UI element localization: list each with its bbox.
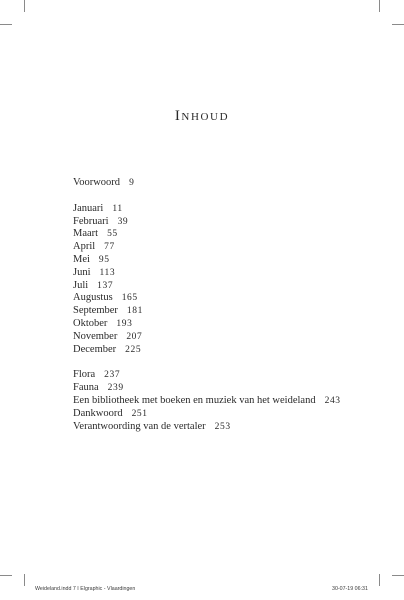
toc-entry-label: Oktober — [73, 317, 108, 329]
toc-entry-page: 165 — [121, 293, 138, 304]
toc-entry-label: Augustus — [73, 292, 113, 304]
toc-entry-label: April — [73, 241, 96, 253]
toc-entry-label: December — [73, 343, 117, 355]
toc-group-back — [73, 369, 341, 433]
toc-entry — [73, 421, 341, 434]
toc-entry-label: Juli — [73, 279, 89, 291]
toc-entry-label: September — [73, 305, 118, 317]
toc-entry — [73, 241, 341, 254]
toc-entry-page: 239 — [107, 383, 124, 394]
printer-slug-date: 30-07-19 06:31 — [332, 586, 368, 592]
toc-entry-label: November — [73, 330, 118, 342]
toc-entry-label: Dankwoord — [73, 407, 123, 419]
toc-entry — [73, 382, 341, 395]
toc-entry-page: 95 — [98, 254, 110, 265]
toc-entry-page: 137 — [97, 280, 114, 291]
toc-entry — [73, 318, 341, 331]
toc-entry-page: 55 — [107, 229, 118, 240]
toc-entry-page: 193 — [116, 318, 133, 329]
toc-entry — [73, 395, 341, 408]
toc-entry-page: 11 — [112, 203, 123, 214]
toc-entry-label: Voorwoord — [73, 177, 121, 188]
crop-mark-top-right — [379, 0, 380, 12]
toc-group-months — [73, 203, 341, 357]
crop-mark-bottom-left-h — [0, 575, 12, 576]
toc-entry — [73, 177, 341, 190]
toc-entry-page: 243 — [324, 395, 341, 406]
toc-entry-page: 207 — [126, 331, 143, 342]
toc-entry-page: 225 — [125, 344, 142, 355]
toc-entry-label: Mei — [73, 253, 90, 265]
toc-entry-page: 39 — [117, 216, 129, 227]
toc-entry-page: 181 — [126, 306, 143, 317]
table-of-contents — [73, 177, 341, 433]
toc-entry-label: Januari — [73, 202, 104, 214]
toc-entry-page: 113 — [99, 267, 116, 278]
toc-entry — [73, 369, 341, 382]
toc-entry-page: 237 — [104, 370, 121, 381]
crop-mark-bottom-right — [379, 574, 380, 586]
printer-slug-file: Weideland.indd 7 I Elgraphic - Vlaardingen — [35, 586, 136, 592]
toc-spacer — [73, 356, 341, 369]
page-title: Inhoud — [174, 108, 230, 124]
toc-entry — [73, 254, 341, 267]
toc-entry-page: 9 — [129, 178, 135, 188]
toc-entry-page: 253 — [214, 421, 231, 432]
toc-entry-label: Juni — [73, 266, 91, 278]
toc-entry-label: Maart — [73, 228, 99, 240]
toc-entry-label: Fauna — [73, 382, 99, 394]
toc-entry-page: 251 — [131, 408, 148, 419]
toc-entry-label: Flora — [73, 369, 96, 381]
toc-entry — [73, 331, 341, 344]
crop-mark-top-left-h — [0, 24, 12, 25]
toc-entry — [73, 408, 341, 421]
toc-entry — [73, 228, 341, 241]
crop-mark-top-right-h — [392, 24, 404, 25]
toc-entry — [73, 280, 341, 293]
toc-group-front — [73, 177, 341, 190]
toc-entry — [73, 292, 341, 305]
toc-entry-page: 77 — [104, 242, 115, 253]
toc-entry — [73, 216, 341, 229]
toc-entry-label: Verantwoording van de vertaler — [73, 420, 206, 432]
crop-mark-bottom-right-h — [392, 575, 404, 576]
toc-spacer — [73, 190, 341, 203]
toc-entry-label: Een bibliotheek met boeken en muziek van het weideland — [73, 394, 316, 406]
toc-entry-label: Februari — [73, 215, 109, 227]
crop-mark-bottom-left — [24, 574, 25, 586]
toc-entry — [73, 267, 341, 280]
toc-entry — [73, 344, 341, 357]
toc-entry — [73, 305, 341, 318]
crop-mark-top-left — [24, 0, 25, 12]
toc-entry — [73, 203, 341, 216]
